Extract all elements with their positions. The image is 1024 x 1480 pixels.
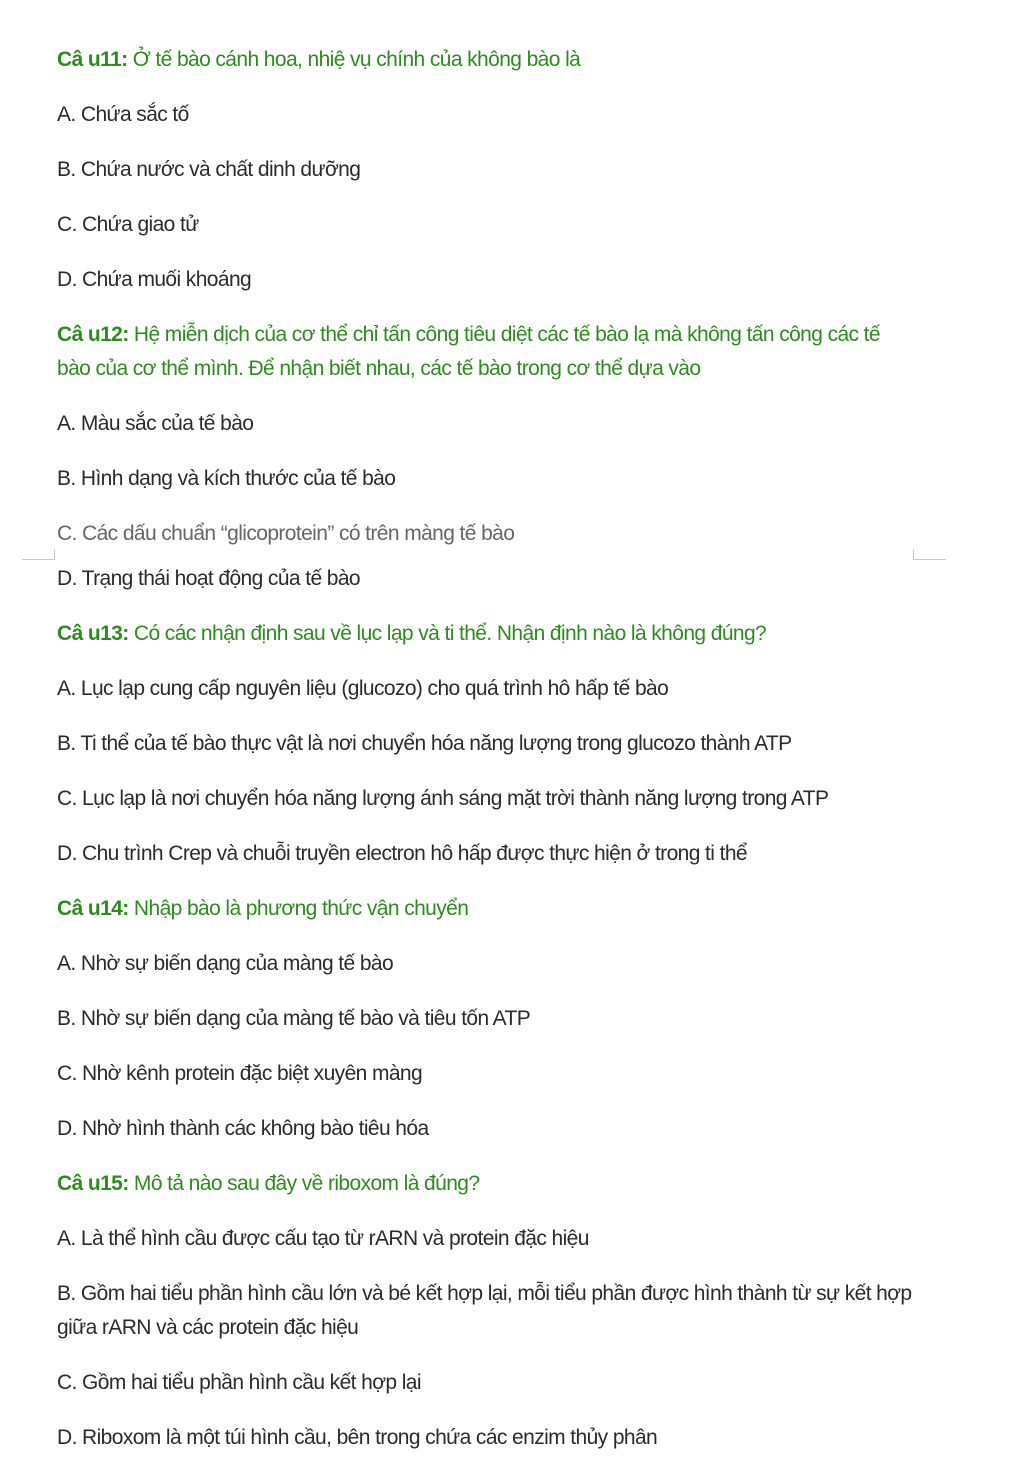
question-text: Mô tả nào sau đây về riboxom là đúng? [133,1172,480,1195]
question-text: Có các nhận định sau về lục lạp và ti thể. Nhận định nào là không đúng? [133,622,767,645]
question-label: Câ u11: [57,48,128,71]
question-label: Câ u13: [57,622,129,645]
option-d[interactable]: D. Nhờ hình thành các không bào tiêu hóa [57,1117,429,1140]
option-b[interactable]: B. Nhờ sự biến dạng của màng tế bào và tiêu tốn ATP [57,1007,531,1030]
option-b[interactable]: B. Hình dạng và kích thước của tế bào [57,467,396,490]
question-14 [57,892,924,926]
option-c[interactable]: C. Gồm hai tiểu phần hình cầu kết hợp lại [57,1371,421,1394]
page-break-marker-left [22,549,55,560]
question-label: Câ u15: [57,1172,129,1195]
option-c[interactable]: C. Chứa giao tử [57,213,199,236]
option-a[interactable]: A. Chứa sắc tố [57,103,189,126]
question-text: Hệ miễn dịch của cơ thể chỉ tấn công tiêu diệt các tế bào lạ mà không tấn công các tế bào của cơ thể mình. Để nhận biết nhau, các tế bào trong cơ thể dựa vào [57,323,880,380]
option-a[interactable]: A. Màu sắc của tế bào [57,412,254,435]
option-d[interactable]: D. Trạng thái hoạt động của tế bào [57,567,360,590]
option-d[interactable]: D. Riboxom là một túi hình cầu, bên trong chứa các enzim thủy phân [57,1426,658,1449]
option-c[interactable]: C. Nhờ kênh protein đặc biệt xuyên màng [57,1062,423,1085]
question-label: Câ u12: [57,323,129,346]
question-12 [57,318,904,386]
option-d[interactable]: D. Chu trình Crep và chuỗi truyền electron hô hấp được thực hiện ở trong ti thể [57,842,747,865]
option-d[interactable]: D. Chứa muối khoáng [57,268,252,291]
option-b[interactable]: B. Ti thể của tế bào thực vật là nơi chuyển hóa năng lượng trong glucozo thành ATP [57,732,792,755]
option-c[interactable]: C. Các dấu chuẩn “glicoprotein” có trên màng tế bào [57,522,515,545]
page-break-marker-right [913,549,946,560]
question-15 [57,1167,924,1201]
question-text: Nhập bào là phương thức vận chuyển [133,897,469,920]
question-11 [57,43,924,77]
option-c[interactable]: C. Lục lạp là nơi chuyển hóa năng lượng ánh sáng mặt trời thành năng lượng trong ATP [57,787,829,810]
option-a[interactable]: A. Là thể hình cầu được cấu tạo từ rARN và protein đặc hiệu [57,1227,589,1250]
question-text: Ở tế bào cánh hoa, nhiệ vụ chính của không bào là [132,48,581,71]
option-a[interactable]: A. Nhờ sự biến dạng của màng tế bào [57,952,394,975]
option-b[interactable]: B. Chứa nước và chất dinh dưỡng [57,158,361,181]
question-label: Câ u14: [57,897,129,920]
option-a[interactable]: A. Lục lạp cung cấp nguyên liệu (glucozo) cho quá trình hô hấp tế bào [57,677,669,700]
option-b[interactable]: B. Gồm hai tiểu phần hình cầu lớn và bé kết hợp lại, mỗi tiểu phần được hình thành từ sự kết hợp giữa rARN và các protein đặc hiệu [57,1282,912,1339]
question-13 [57,617,924,651]
